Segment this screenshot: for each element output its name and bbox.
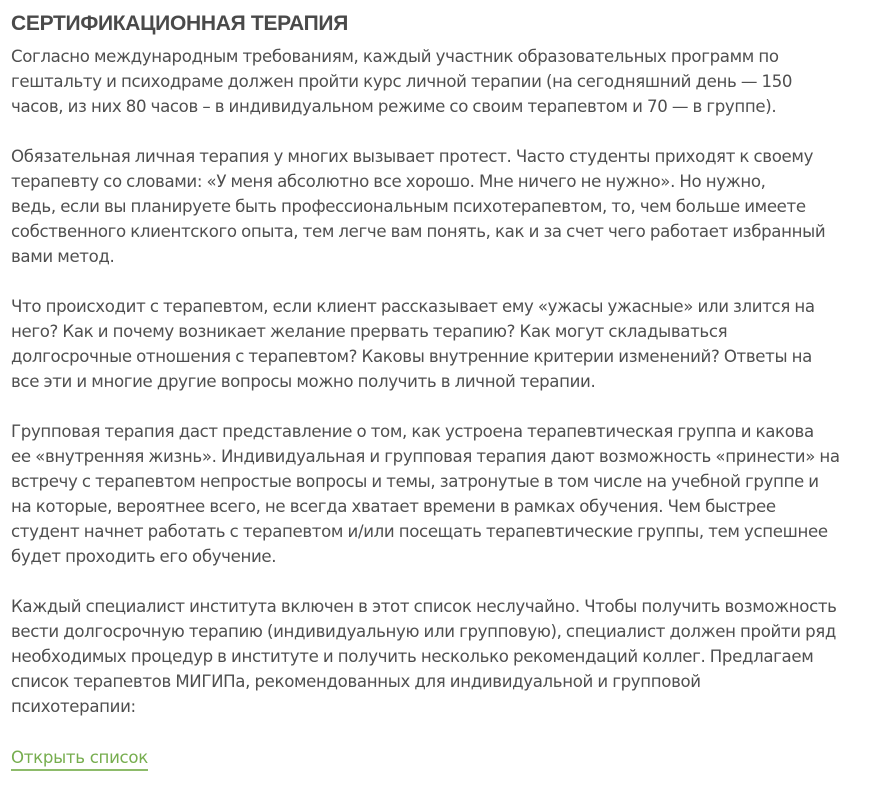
- paragraph-line: психотерапии:: [11, 697, 136, 716]
- paragraph-questions: [11, 294, 891, 394]
- section-title: СЕРТИФИКАЦИОННАЯ ТЕРАПИЯ: [11, 12, 348, 35]
- paragraph-requirements: [11, 44, 891, 119]
- paragraph-group-therapy: [11, 419, 891, 569]
- certification-therapy-section: [11, 0, 891, 770]
- paragraph-line: студент начнет работать с терапевтом и/или посещать терапевтические группы, тем успешнее: [11, 522, 828, 541]
- open-list-container: [11, 744, 891, 770]
- paragraph-line: собственного клиентского опыта, тем легче вам понять, как и за счет чего работает избранный: [11, 222, 826, 241]
- paragraph-line: будет проходить его обучение.: [11, 547, 277, 566]
- paragraph-line: часов, из них 80 часов – в индивидуальном режиме со своим терапевтом и 70 — в группе).: [11, 97, 777, 116]
- open-list-link[interactable]: Открыть список: [11, 748, 148, 771]
- paragraph-mandatory-therapy: [11, 144, 891, 269]
- paragraph-specialists-list: [11, 594, 891, 719]
- paragraph-line: все эти и многие другие вопросы можно получить в личной терапии.: [11, 372, 596, 391]
- paragraph-line: Что происходит с терапевтом, если клиент рассказывает ему «ужасы ужасные» или злится на: [11, 297, 815, 316]
- paragraph-line: вести долгосрочную терапию (индивидуальную или групповую), специалист должен пройти ряд: [11, 622, 837, 641]
- paragraph-line: список терапевтов МИГИПа, рекомендованных для индивидуальной и групповой: [11, 672, 701, 691]
- paragraph-line: терапевту со словами: «У меня абсолютно все хорошо. Мне ничего не нужно». Но нужно,: [11, 172, 766, 191]
- paragraph-line: необходимых процедур в институте и получить несколько рекомендаций коллег. Предлагаем: [11, 647, 814, 666]
- paragraph-line: на которые, вероятнее всего, не всегда хватает времени в рамках обучения. Чем быстрее: [11, 497, 776, 516]
- paragraph-line: Обязательная личная терапия у многих вызывает протест. Часто студенты приходят к своему: [11, 147, 814, 166]
- paragraph-line: Согласно международным требованиям, каждый участник образовательных программ по: [11, 47, 779, 66]
- paragraph-line: ее «внутренняя жизнь». Индивидуальная и групповая терапия дают возможность «принести» на: [11, 447, 840, 466]
- paragraph-line: Групповая терапия даст представление о том, как устроена терапевтическая группа и какова: [11, 422, 814, 441]
- paragraph-line: него? Как и почему возникает желание прервать терапию? Как могут складываться: [11, 322, 728, 341]
- paragraph-line: Каждый специалист института включен в этот список неслучайно. Чтобы получить возможность: [11, 597, 837, 616]
- paragraph-line: гештальту и психодраме должен пройти курс личной терапии (на сегодняшний день — 150: [11, 72, 793, 91]
- paragraph-line: вами метод.: [11, 247, 115, 266]
- paragraph-line: долгосрочные отношения с терапевтом? Каковы внутренние критерии изменений? Ответы на: [11, 347, 812, 366]
- paragraph-line: встречу с терапевтом непростые вопросы и темы, затронутые в том числе на учебной группе и: [11, 472, 819, 491]
- paragraph-line: ведь, если вы планируете быть профессиональным психотерапевтом, то, чем больше имеете: [11, 197, 806, 216]
